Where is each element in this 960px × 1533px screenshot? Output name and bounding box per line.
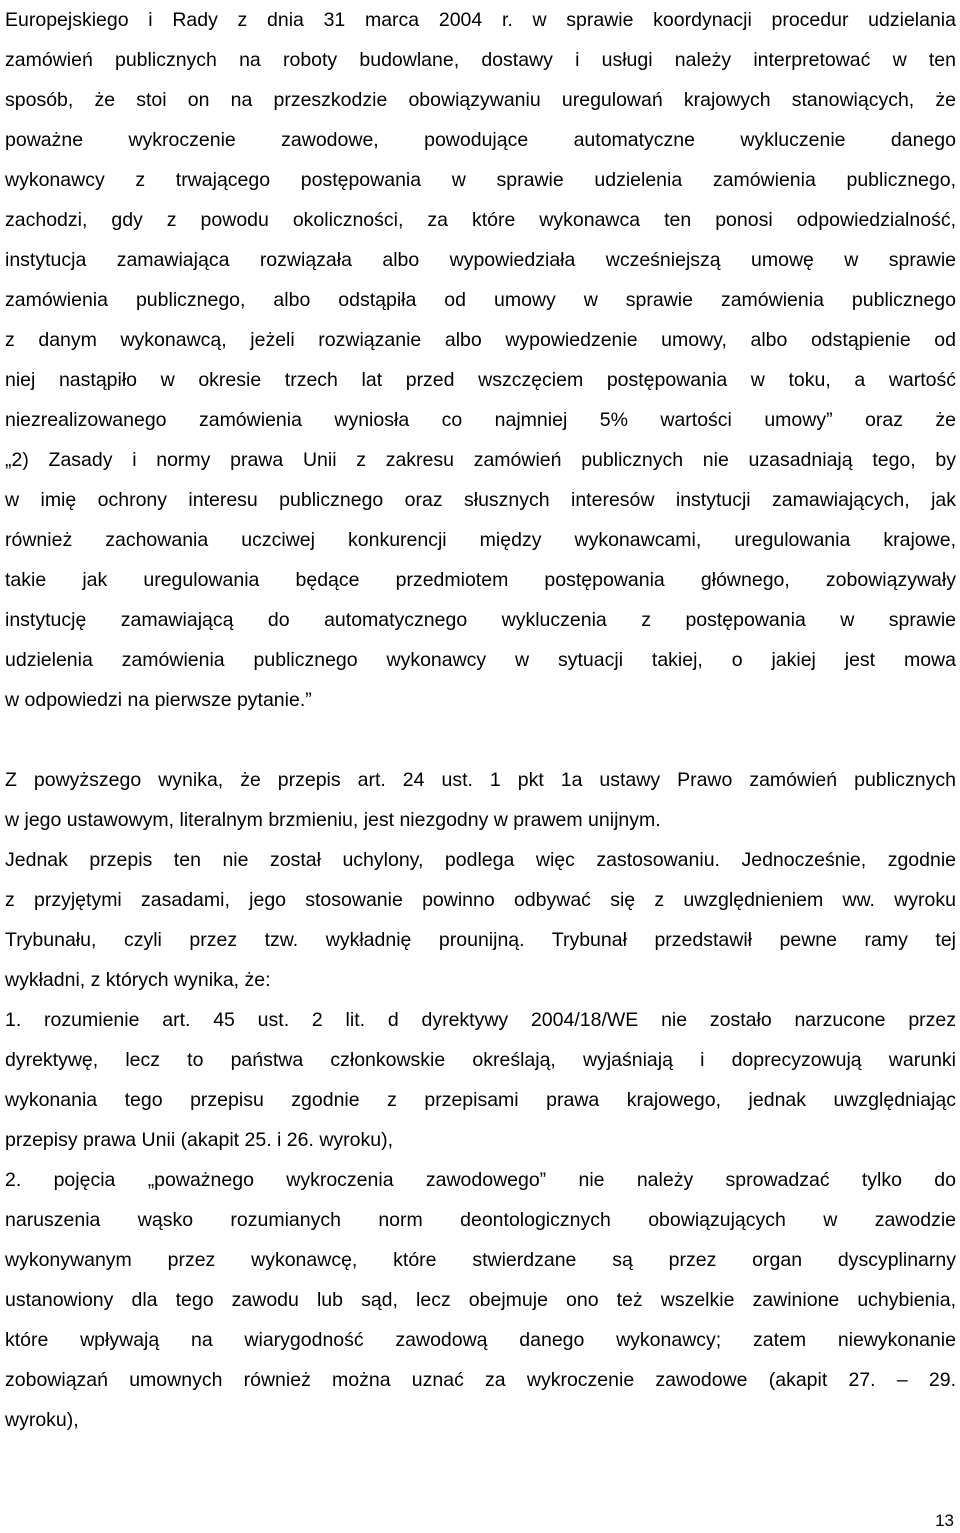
text-line: ustanowiony dla tego zawodu lub sąd, lecz obejmuje ono też wszelkie zawinione uchybienia, — [5, 1289, 956, 1311]
text-line: udzielenia zamówienia publicznego wykonawcy w sytuacji takiej, o jakiej jest mowa — [5, 649, 956, 671]
text-line: takie jak uregulowania będące przedmiotem postępowania głównego, zobowiązywały — [5, 569, 956, 591]
text-line: niej nastąpiło w okresie trzech lat przed wszczęciem postępowania w toku, a wartość — [5, 369, 956, 391]
text-line: sposób, że stoi on na przeszkodzie obowiązywaniu uregulowań krajowych stanowiących, że — [5, 89, 956, 111]
text-line: które wpływają na wiarygodność zawodową danego wykonawcy; zatem niewykonanie — [5, 1329, 956, 1351]
text-line: zobowiązań umownych również można uznać za wykroczenie zawodowe (akapit 27. – 29. — [5, 1369, 956, 1391]
text-line: wykonania tego przepisu zgodnie z przepisami prawa krajowego, jednak uwzględniając — [5, 1089, 956, 1111]
text-line: wyroku), — [5, 1409, 79, 1431]
text-line: instytucję zamawiającą do automatycznego wykluczenia z postępowania w sprawie — [5, 609, 956, 631]
text-line: 1. rozumienie art. 45 ust. 2 lit. d dyrektywy 2004/18/WE nie zostało narzucone przez — [5, 1009, 956, 1031]
text-line: przepisy prawa Unii (akapit 25. i 26. wyroku), — [5, 1129, 393, 1151]
text-line: zachodzi, gdy z powodu okoliczności, za które wykonawca ten ponosi odpowiedzialność, — [5, 209, 956, 231]
text-line: również zachowania uczciwej konkurencji między wykonawcami, uregulowania krajowe, — [5, 529, 956, 551]
text-line: naruszenia wąsko rozumianych norm deontologicznych obowiązujących w zawodzie — [5, 1209, 956, 1231]
text-line: wykładni, z których wynika, że: — [5, 969, 271, 991]
list-item-1 — [5, 1000, 956, 1160]
text-line: niezrealizowanego zamówienia wyniosła co najmniej 5% wartości umowy” oraz że — [5, 409, 956, 431]
text-line: Trybunału, czyli przez tzw. wykładnię prounijną. Trybunał przedstawił pewne ramy tej — [5, 929, 956, 951]
text-line: wykonawcy z trwającego postępowania w sprawie udzielenia zamówienia publicznego, — [5, 169, 956, 191]
text-line: 2. pojęcia „poważnego wykroczenia zawodowego” nie należy sprowadzać tylko do — [5, 1169, 956, 1191]
text-line: z przyjętymi zasadami, jego stosowanie powinno odbywać się z uwzględnieniem ww. wyroku — [5, 889, 956, 911]
text-line: wykonywanym przez wykonawcę, które stwierdzane są przez organ dyscyplinarny — [5, 1249, 956, 1271]
paragraph-spacer — [5, 720, 956, 760]
text-line: zamówienia publicznego, albo odstąpiła od umowy w sprawie zamówienia publicznego — [5, 289, 956, 311]
page-number: 13 — [935, 1511, 954, 1530]
paragraph-interpretation — [5, 840, 956, 1000]
text-line: Z powyższego wynika, że przepis art. 24 ust. 1 pkt 1a ustawy Prawo zamówień publicznych — [5, 769, 956, 791]
text-line: Jednak przepis ten nie został uchylony, podlega więc zastosowaniu. Jednocześnie, zgodnie — [5, 849, 956, 871]
document-body — [5, 0, 956, 1440]
text-line: w odpowiedzi na pierwsze pytanie.” — [5, 689, 312, 711]
text-line: poważne wykroczenie zawodowe, powodujące automatyczne wykluczenie danego — [5, 129, 956, 151]
text-line: instytucja zamawiająca rozwiązała albo wypowiedziała wcześniejszą umowę w sprawie — [5, 249, 956, 271]
text-line: Europejskiego i Rady z dnia 31 marca 2004 r. w sprawie koordynacji procedur udzielania — [5, 9, 956, 31]
paragraph-quoted-ruling — [5, 0, 956, 720]
text-line: w jego ustawowym, literalnym brzmieniu, jest niezgodny w prawem unijnym. — [5, 809, 661, 831]
paragraph-conclusion — [5, 760, 956, 840]
text-line: dyrektywę, lecz to państwa członkowskie określają, wyjaśniają i doprecyzowują warunki — [5, 1049, 956, 1071]
list-item-2 — [5, 1160, 956, 1440]
text-line: z danym wykonawcą, jeżeli rozwiązanie albo wypowiedzenie umowy, albo odstąpienie od — [5, 329, 956, 351]
text-line: zamówień publicznych na roboty budowlane, dostawy i usługi należy interpretować w ten — [5, 49, 956, 71]
text-line: „2) Zasady i normy prawa Unii z zakresu zamówień publicznych nie uzasadniają tego, by — [5, 449, 956, 471]
text-line: w imię ochrony interesu publicznego oraz słusznych interesów instytucji zamawiających, jak — [5, 489, 956, 511]
